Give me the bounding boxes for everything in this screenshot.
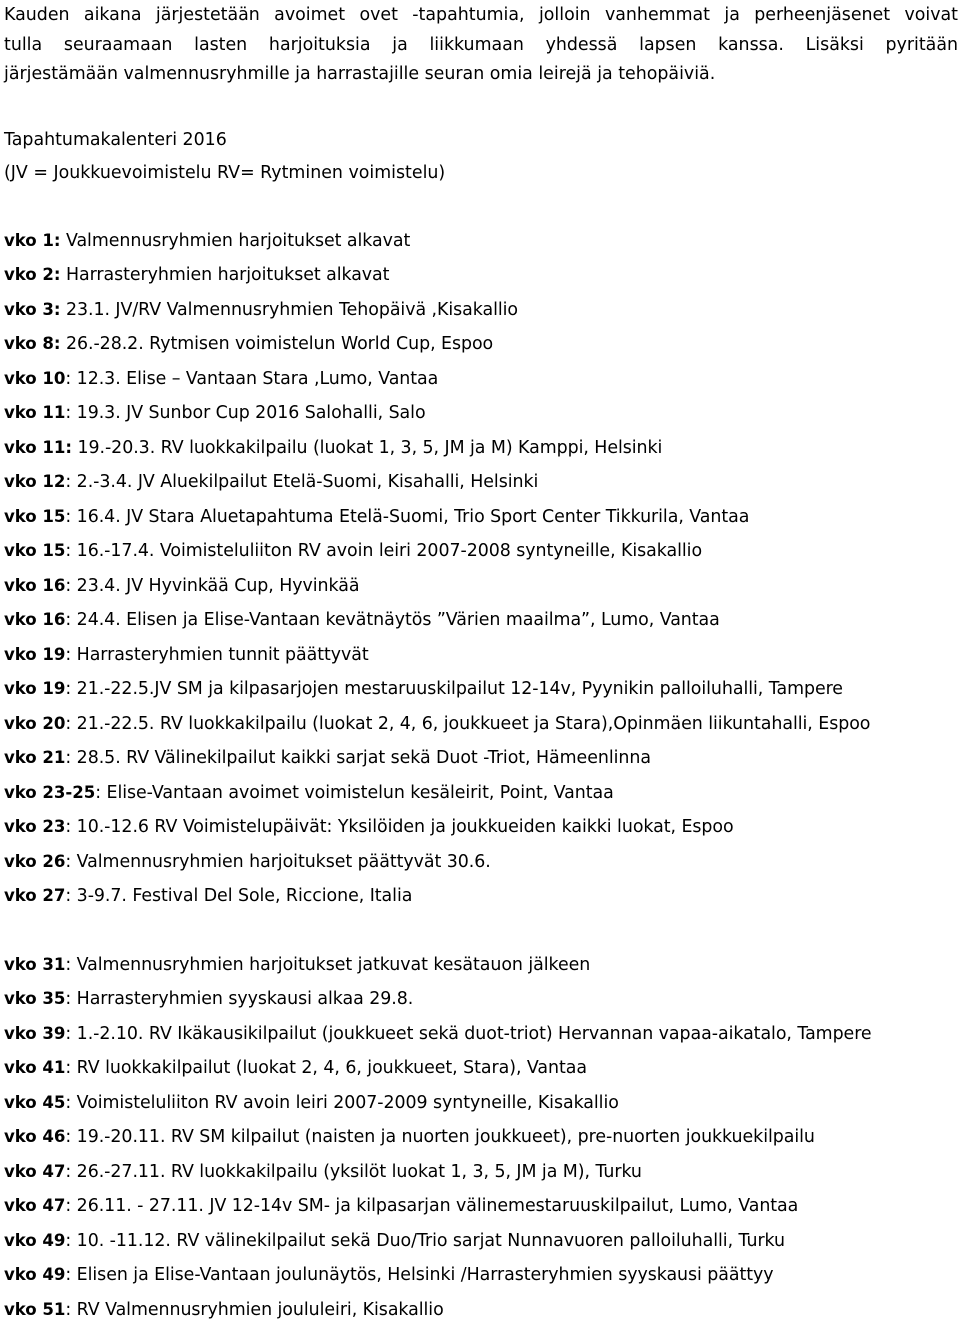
event-text: : 12.3. Elise – Vantaan Stara ,Lumo, Vantaa	[65, 369, 438, 389]
event-week: vko 46	[4, 1127, 65, 1146]
event-week: vko 2:	[4, 265, 60, 284]
event-text: : 23.4. JV Hyvinkää Cup, Hyvinkää	[65, 576, 359, 596]
event-item	[4, 396, 958, 431]
event-week: vko 3:	[4, 300, 60, 319]
event-item	[4, 534, 958, 569]
event-item	[4, 500, 958, 535]
event-item	[4, 638, 958, 673]
event-text: : 21.-22.5. RV luokkakilpailu (luokat 2, 4, 6, joukkueet ja Stara),Opinmäen liikuntahalli, Espoo	[65, 714, 870, 734]
event-text: : Elise-Vantaan avoimet voimistelun kesäleirit, Point, Vantaa	[95, 783, 614, 803]
event-week: vko 11:	[4, 438, 72, 457]
event-text: : Valmennusryhmien harjoitukset jatkuvat kesätauon jälkeen	[65, 955, 590, 975]
event-text: : 26.11. - 27.11. JV 12-14v SM- ja kilpasarjan välinemestaruuskilpailut, Lumo, Vantaa	[65, 1196, 798, 1216]
event-text: Valmennusryhmien harjoitukset alkavat	[60, 231, 410, 251]
event-text: : 19.3. JV Sunbor Cup 2016 Salohalli, Salo	[65, 403, 425, 423]
event-text: : 26.-27.11. RV luokkakilpailu (yksilöt luokat 1, 3, 5, JM ja M), Turku	[65, 1162, 642, 1182]
event-week: vko 45	[4, 1093, 65, 1112]
event-item	[4, 1017, 958, 1052]
event-week: vko 8:	[4, 334, 60, 353]
event-text: : Elisen ja Elise-Vantaan joulunäytös, Helsinki /Harrasteryhmien syyskausi päättyy	[65, 1265, 773, 1285]
event-week: vko 16	[4, 576, 65, 595]
event-text: : Valmennusryhmien harjoitukset päättyvät 30.6.	[65, 852, 490, 872]
event-week: vko 15	[4, 507, 65, 526]
event-week: vko 11	[4, 403, 65, 422]
event-item	[4, 845, 958, 880]
event-item	[4, 1258, 958, 1293]
event-text: : 19.-20.11. RV SM kilpailut (naisten ja nuorten joukkueet), pre-nuorten joukkuekilpailu	[65, 1127, 815, 1147]
calendar-legend: (JV = Joukkuevoimistelu RV= Rytminen voimistelu)	[4, 159, 958, 188]
document-page	[4, 0, 958, 1327]
event-item	[4, 1120, 958, 1155]
event-item	[4, 879, 958, 914]
event-week: vko 19	[4, 645, 65, 664]
event-item	[4, 982, 958, 1017]
event-item	[4, 948, 958, 983]
event-text: Harrasteryhmien harjoitukset alkavat	[60, 265, 389, 285]
event-item	[4, 293, 958, 328]
event-item	[4, 1051, 958, 1086]
event-item	[4, 465, 958, 500]
event-text: : RV Valmennusryhmien joululeiri, Kisakallio	[65, 1300, 443, 1320]
event-text: : Harrasteryhmien syyskausi alkaa 29.8.	[65, 989, 413, 1009]
event-week: vko 23	[4, 817, 65, 836]
event-week: vko 49	[4, 1265, 65, 1284]
event-text: : 24.4. Elisen ja Elise-Vantaan kevätnäytös ”Värien maailma”, Lumo, Vantaa	[65, 610, 719, 630]
event-week: vko 10	[4, 369, 65, 388]
event-week: vko 27	[4, 886, 65, 905]
event-item	[4, 1086, 958, 1121]
event-week: vko 16	[4, 610, 65, 629]
event-week: vko 12	[4, 472, 65, 491]
event-text: : 16.4. JV Stara Aluetapahtuma Etelä-Suomi, Trio Sport Center Tikkurila, Vantaa	[65, 507, 749, 527]
event-text: 26.-28.2. Rytmisen voimistelun World Cup, Espoo	[60, 334, 493, 354]
intro-paragraph	[4, 0, 958, 90]
intro-line: tulla seuraamaan lasten harjoituksia ja liikkumaan yhdessä lapsen kanssa. Lisäksi pyritään	[4, 31, 958, 61]
event-text: : 21.-22.5.JV SM ja kilpasarjojen mestaruuskilpailut 12-14v, Pyynikin palloiluhalli, Tampere	[65, 679, 843, 699]
event-text: 19.-20.3. RV luokkakilpailu (luokat 1, 3, 5, JM ja M) Kamppi, Helsinki	[72, 438, 662, 458]
event-week: vko 20	[4, 714, 65, 733]
event-text: : 28.5. RV Välinekilpailut kaikki sarjat sekä Duot -Triot, Hämeenlinna	[65, 748, 651, 768]
event-week: vko 26	[4, 852, 65, 871]
event-item	[4, 1293, 958, 1327]
event-week: vko 19	[4, 679, 65, 698]
event-item	[4, 1224, 958, 1259]
event-week: vko 51	[4, 1300, 65, 1319]
event-text: : 16.-17.4. Voimisteluliiton RV avoin leiri 2007-2008 syntyneille, Kisakallio	[65, 541, 702, 561]
event-text: : Voimisteluliiton RV avoin leiri 2007-2009 syntyneille, Kisakallio	[65, 1093, 618, 1113]
event-text: : RV luokkakilpailut (luokat 2, 4, 6, joukkueet, Stara), Vantaa	[65, 1058, 587, 1078]
event-item	[4, 672, 958, 707]
event-list-autumn	[4, 948, 958, 1327]
event-week: vko 41	[4, 1058, 65, 1077]
event-text: : 10. -11.12. RV välinekilpailut sekä Duo/Trio sarjat Nunnavuoren palloiluhalli, Turku	[65, 1231, 785, 1251]
event-item	[4, 258, 958, 293]
event-item	[4, 431, 958, 466]
event-text: : 3-9.7. Festival Del Sole, Riccione, Italia	[65, 886, 412, 906]
event-item	[4, 707, 958, 742]
calendar-title: Tapahtumakalenteri 2016	[4, 126, 958, 155]
event-item	[4, 1155, 958, 1190]
event-item	[4, 569, 958, 604]
event-item	[4, 1189, 958, 1224]
event-week: vko 21	[4, 748, 65, 767]
event-item	[4, 362, 958, 397]
event-text: : 2.-3.4. JV Aluekilpailut Etelä-Suomi, Kisahalli, Helsinki	[65, 472, 538, 492]
event-text: : Harrasteryhmien tunnit päättyvät	[65, 645, 368, 665]
event-item	[4, 327, 958, 362]
event-item	[4, 810, 958, 845]
event-week: vko 49	[4, 1231, 65, 1250]
event-week: vko 39	[4, 1024, 65, 1043]
event-item	[4, 603, 958, 638]
event-item	[4, 224, 958, 259]
event-text: : 1.-2.10. RV Ikäkausikilpailut (joukkueet sekä duot-triot) Hervannan vapaa-aikatalo, Tampere	[65, 1024, 871, 1044]
event-text: 23.1. JV/RV Valmennusryhmien Tehopäivä ,Kisakallio	[60, 300, 518, 320]
event-week: vko 1:	[4, 231, 60, 250]
event-item	[4, 776, 958, 811]
event-list-spring	[4, 224, 958, 914]
event-week: vko 35	[4, 989, 65, 1008]
intro-line: Kauden aikana järjestetään avoimet ovet -tapahtumia, jolloin vanhemmat ja perheenjäsenet voivat	[4, 1, 958, 31]
event-week: vko 47	[4, 1162, 65, 1181]
event-week: vko 31	[4, 955, 65, 974]
intro-line: järjestämään valmennusryhmille ja harrastajille seuran omia leirejä ja tehopäiviä.	[4, 60, 958, 90]
event-week: vko 15	[4, 541, 65, 560]
event-text: : 10.-12.6 RV Voimistelupäivät: Yksilöiden ja joukkueiden kaikki luokat, Espoo	[65, 817, 733, 837]
event-week: vko 47	[4, 1196, 65, 1215]
event-week: vko 23-25	[4, 783, 95, 802]
event-item	[4, 741, 958, 776]
